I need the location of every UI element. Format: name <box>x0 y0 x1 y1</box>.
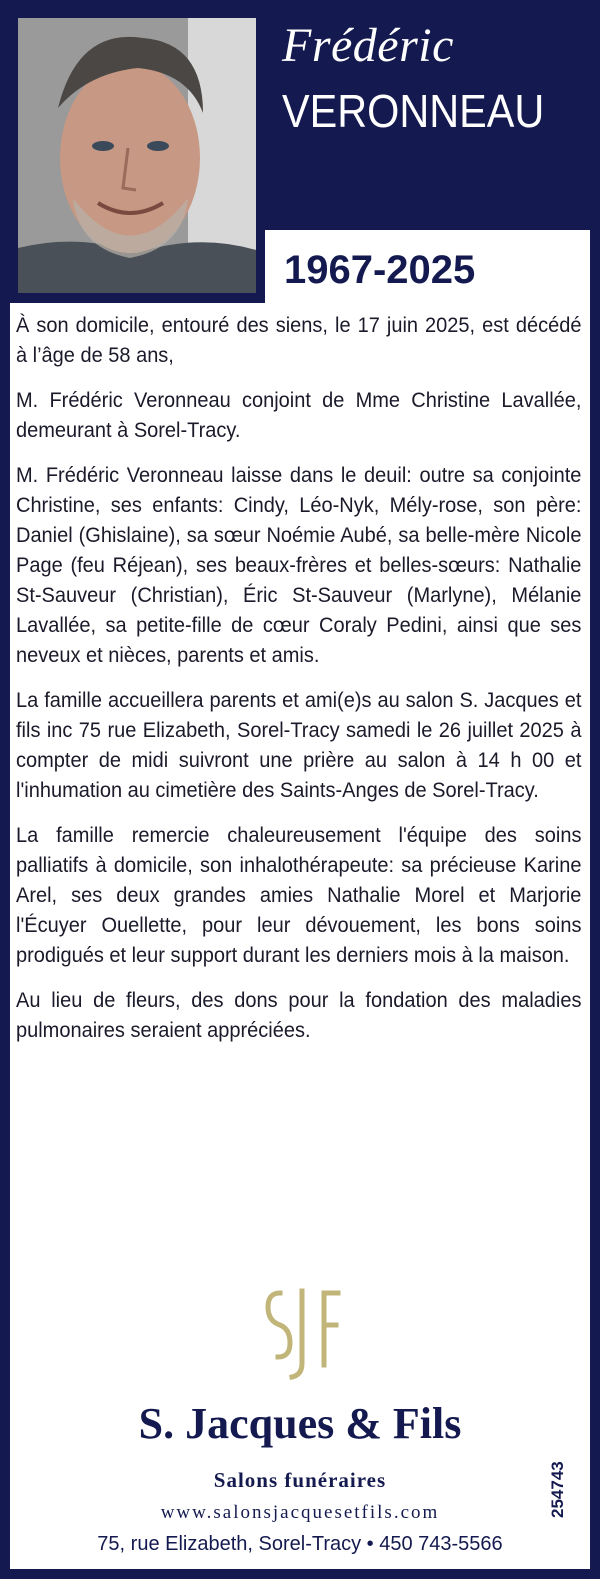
life-years: 1967-2025 <box>284 248 476 292</box>
brand-tagline: Salons funéraires <box>213 1468 387 1492</box>
obituary-text <box>16 310 581 1060</box>
paragraph-spouse: M. Frédéric Veronneau conjoint de Mme Christine Lavallée, demeurant à Sorel-Tracy. <box>16 388 582 442</box>
paragraph-thanks: La famille remercie chaleureusement l'équipe des soins palliatifs à domicile, son inhalothérapeute: sa précieuse Karine Arel, ses deux grandes amies Nathalie Morel et Marjorie l'Écuyer Ouellette, pour leur dévouement, les bons soins prodigués et leur support durant les derniers mois à la maison. <box>16 823 582 967</box>
address-phone: 75, rue Elizabeth, Sorel-Tracy • 450 743-5566 <box>97 1533 503 1555</box>
paragraph-donations: Au lieu de fleurs, des dons pour la fondation des maladies pulmonaires seraient appréciées. <box>16 988 582 1042</box>
sjf-logo-icon <box>262 1285 342 1385</box>
paragraph-death-notice: À son domicile, entouré des siens, le 17 juin 2025, est décédé à l’âge de 58 ans, <box>16 313 582 367</box>
brand-name: S. Jacques & Fils <box>138 1399 462 1448</box>
ad-number: 254743 <box>548 1461 567 1518</box>
first-name: Frédéric <box>282 19 454 72</box>
paragraph-family: M. Frédéric Veronneau laisse dans le deuil: outre sa conjointe Christine, ses enfants: Cindy, Léo-Nyk, Mély-rose, son père: Daniel (Ghislaine), sa sœur Noémie Aubé, sa belle-mère Nicole Page (feu Réjean), ses beaux-frères et belles-sœurs: Nathalie St-Sauveur (Christian), Éric St-Sauveur (Marlyne), Mélanie Lavallée, sa petite-fille de cœur Coraly Pedini, ainsi que ses neveux et nièces, parents et amis. <box>16 463 582 667</box>
website-link[interactable]: www.salonsjacquesetfils.com <box>160 1502 440 1523</box>
portrait-illustration <box>18 18 256 293</box>
last-name: VERONNEAU <box>282 85 545 137</box>
portrait-frame <box>10 10 265 303</box>
portrait-photo <box>18 18 256 293</box>
paragraph-visitation: La famille accueillera parents et ami(e)s au salon S. Jacques et fils inc 75 rue Elizabeth, Sorel-Tracy samedi le 26 juillet 2025 à compter de midi suivront une prière au salon à 14 h 00 et l'inhumation au cimetière des Saints-Anges de Sorel-Tracy. <box>16 688 582 802</box>
